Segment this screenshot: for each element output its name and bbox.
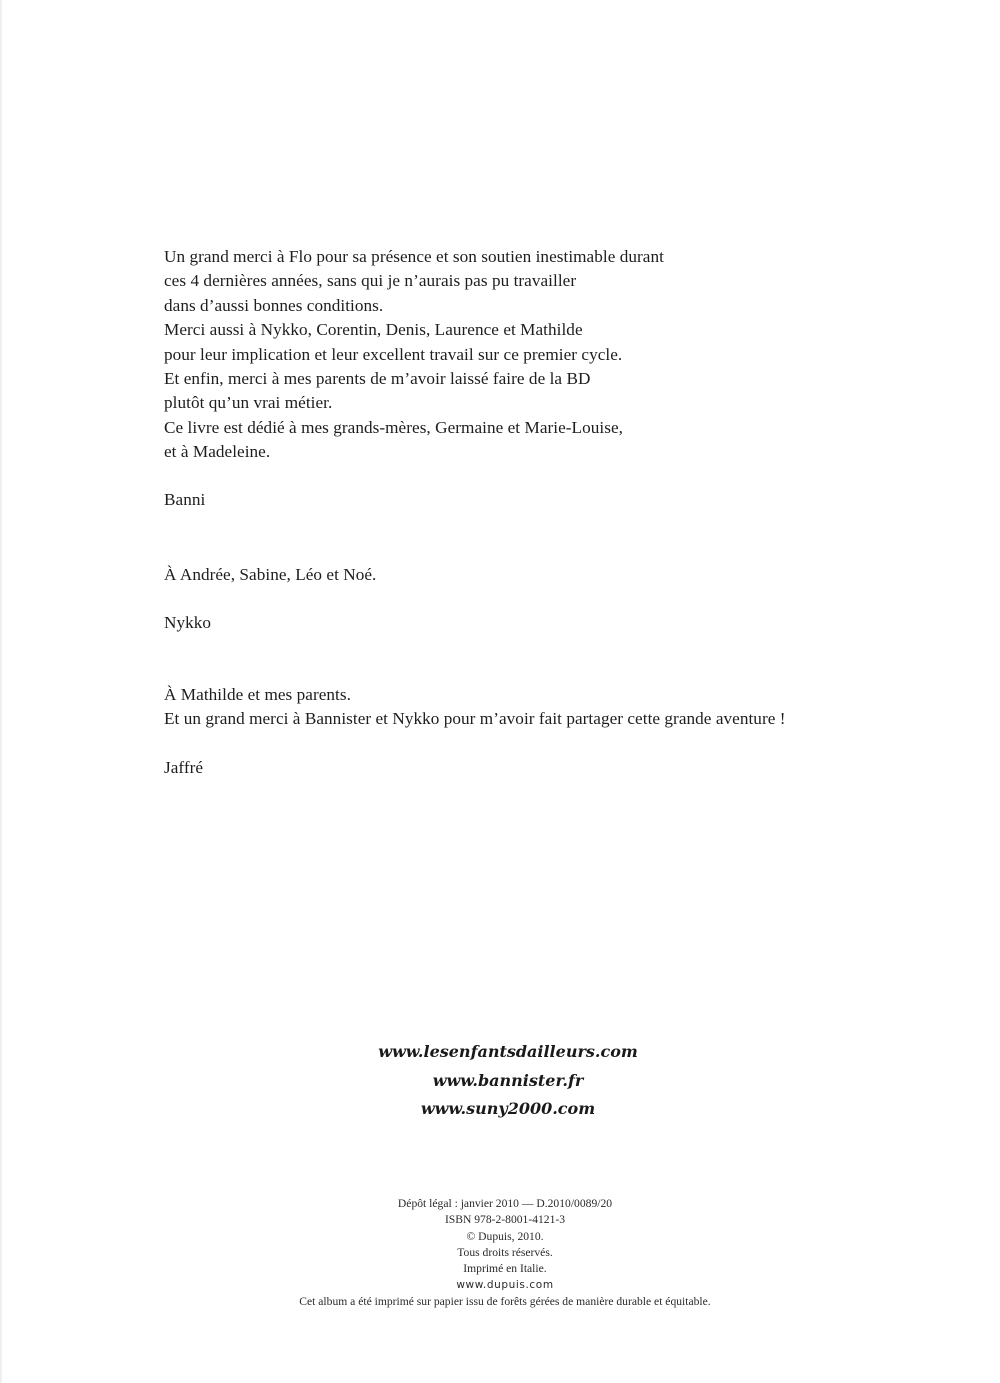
signature-nykko: Nykko — [164, 613, 212, 632]
dedication-line: Un grand merci à Flo pour sa présence et son soutien inestimable durant — [164, 247, 664, 266]
dedication-line: Merci aussi à Nykko, Corentin, Denis, Laurence et Mathilde — [164, 320, 583, 340]
dedication-line: ces 4 dernières années, sans qui je n’aurais pas pu travailler — [164, 271, 577, 291]
signature-nykko-block — [164, 611, 964, 635]
signature-banni-block — [164, 488, 964, 512]
printed-in: Imprimé en Italie. — [463, 1262, 547, 1276]
paper-note: Cet album a été imprimé sur papier issu de forêts gérées de manière durable et équitable. — [299, 1294, 711, 1308]
dedication-jaffre — [164, 683, 964, 732]
legal-notice — [0, 1196, 1000, 1310]
copyright: © Dupuis, 2010. — [466, 1229, 544, 1243]
rights-reserved: Tous droits réservés. — [457, 1245, 553, 1259]
website-link-bannister[interactable]: www.bannister.fr — [432, 1070, 584, 1090]
dedication-line: et à Madeleine. — [164, 442, 271, 462]
dedication-line: À Andrée, Sabine, Léo et Noé. — [164, 565, 377, 584]
dedication-line: plutôt qu’un vrai métier. — [164, 393, 333, 413]
dedication-nykko — [164, 563, 964, 587]
signature-jaffre-block — [164, 756, 964, 780]
website-link-suny2000[interactable]: www.suny2000.com — [420, 1099, 596, 1118]
dedication-line: Et un grand merci à Bannister et Nykko pour m’avoir fait partager cette grande aventure ! — [164, 709, 786, 729]
website-list — [0, 1038, 1000, 1124]
dedication-line: À Mathilde et mes parents. — [164, 685, 351, 704]
dedication-line: Et enfin, merci à mes parents de m’avoir laissé faire de la BD — [164, 369, 591, 389]
dedication-line: pour leur implication et leur excellent travail sur ce premier cycle. — [164, 344, 623, 364]
dedication-line: Ce livre est dédié à mes grands-mères, Germaine et Marie-Louise, — [164, 417, 623, 437]
signature-banni: Banni — [164, 490, 206, 509]
isbn: ISBN 978-2-8001-4121-3 — [444, 1213, 566, 1227]
legal-deposit: Dépôt légal : janvier 2010 — D.2010/0089/20 — [397, 1197, 613, 1210]
signature-jaffre: Jaffré — [164, 758, 204, 777]
website-link-lesenfantsdailleurs[interactable]: www.lesenfantsdailleurs.com — [378, 1042, 638, 1061]
page-edge — [0, 0, 3, 1383]
dedication-line: dans d’aussi bonnes conditions. — [164, 295, 384, 315]
dedication-banni — [164, 245, 964, 465]
publisher-website-link[interactable]: www.dupuis.com — [456, 1279, 554, 1292]
